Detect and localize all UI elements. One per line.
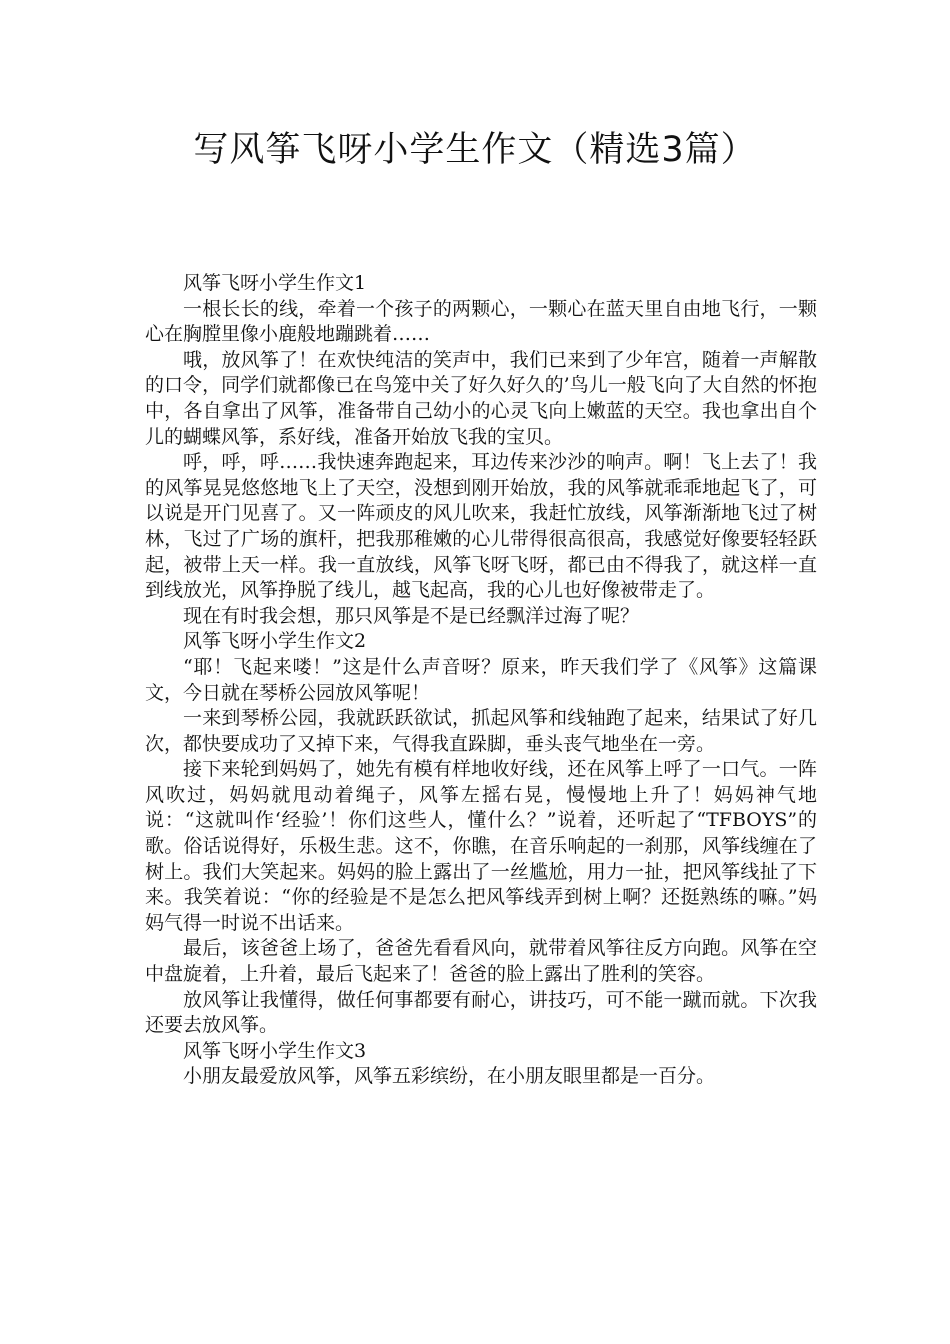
document-body bbox=[145, 271, 817, 1090]
paragraph: “耶！飞起来喽！”这是什么声音呀？原来，昨天我们学了《风筝》这篇课文，今日就在琴桥公园放风筝呢！ bbox=[145, 655, 817, 704]
paragraph: 一来到琴桥公园，我就跃跃欲试，抓起风筝和线轴跑了起来，结果试了好几次，都快要成功了又掉下来，气得我直跺脚，垂头丧气地坐在一旁。 bbox=[145, 707, 817, 755]
paragraph: 小朋友最爱放风筝，风筝五彩缤纷，在小朋友眼里都是一百分。 bbox=[183, 1065, 716, 1088]
paragraph: 放风筝让我懂得，做任何事都要有耐心，讲技巧，可不能一蹴而就。下次我还要去放风筝。 bbox=[145, 988, 817, 1037]
section-heading: 风筝飞呀小学生作文1 bbox=[183, 272, 367, 294]
section-heading: 风筝飞呀小学生作文3 bbox=[183, 1039, 367, 1062]
paragraph: 最后，该爸爸上场了，爸爸先看看风向，就带着风筝往反方向跑。风筝在空中盘旋着，上升着，最后飞起来了！爸爸的脸上露出了胜利的笑容。 bbox=[145, 937, 817, 986]
paragraph: 哦，放风筝了！在欢快纯洁的笑声中，我们已来到了少年宫，随着一声解散的口令，同学们就都像已在鸟笼中关了好久好久的’鸟儿一般飞向了大自然的怀抱中，各自拿出了风筝，准备带自己幼小的心灵飞向上嫩蓝的天空。我也拿出自个儿的蝴蝶风筝，系好线，准备开始放飞我的宝贝。 bbox=[145, 348, 817, 448]
document-title: 写风筝飞呀小学生作文（精选3篇） bbox=[193, 130, 757, 170]
paragraph: 接下来轮到妈妈了，她先有模有样地收好线，还在风筝上呼了一口气。一阵风吹过，妈妈就甩动着绳子，风筝左摇右晃，慢慢地上升了！妈妈神气地说：“这就叫作‘经验’！你们这些人，懂什么？”说着，还听起了“TFBOYS”的歌。俗话说得好，乐极生悲。这不，你瞧，在音乐响起的一刹那，风筝线缠在了树上。我们大笑起来。妈妈的脸上露出了一丝尴尬，用力一扯，把风筝线扯了下来。我笑着说：“你的经验是不是怎么把风筝线弄到树上啊？还挺熟练的嘛。”妈妈气得一时说不出话来。 bbox=[145, 758, 817, 934]
paragraph: 现在有时我会想，那只风筝是不是已经飘洋过海了呢？ bbox=[183, 604, 640, 627]
paragraph: 一根长长的线，牵着一个孩子的两颗心，一颗心在蓝天里自由地飞行，一颗心在胸膛里像小鹿般地蹦跳着…… bbox=[145, 297, 817, 346]
paragraph: 呼，呼，呼……我快速奔跑起来，耳边传来沙沙的响声。啊！飞上去了！我的风筝晃晃悠悠地飞上了天空，没想到刚开始放，我的风筝就乖乖地起飞了，可以说是开门见喜了。又一阵顽皮的风儿吹来，我赶忙放线，风筝渐渐地飞过了树林，飞过了广场的旗杆，把我那稚嫩的心儿带得很高很高，我感觉好像要轻轻跃起，被带上天一样。我一直放线，风筝飞呀飞呀，都已由不得我了，就这样一直到线放光，风筝挣脱了线儿，越飞起高，我的心儿也好像被带走了。 bbox=[145, 451, 817, 602]
section-heading: 风筝飞呀小学生作文2 bbox=[183, 630, 367, 653]
